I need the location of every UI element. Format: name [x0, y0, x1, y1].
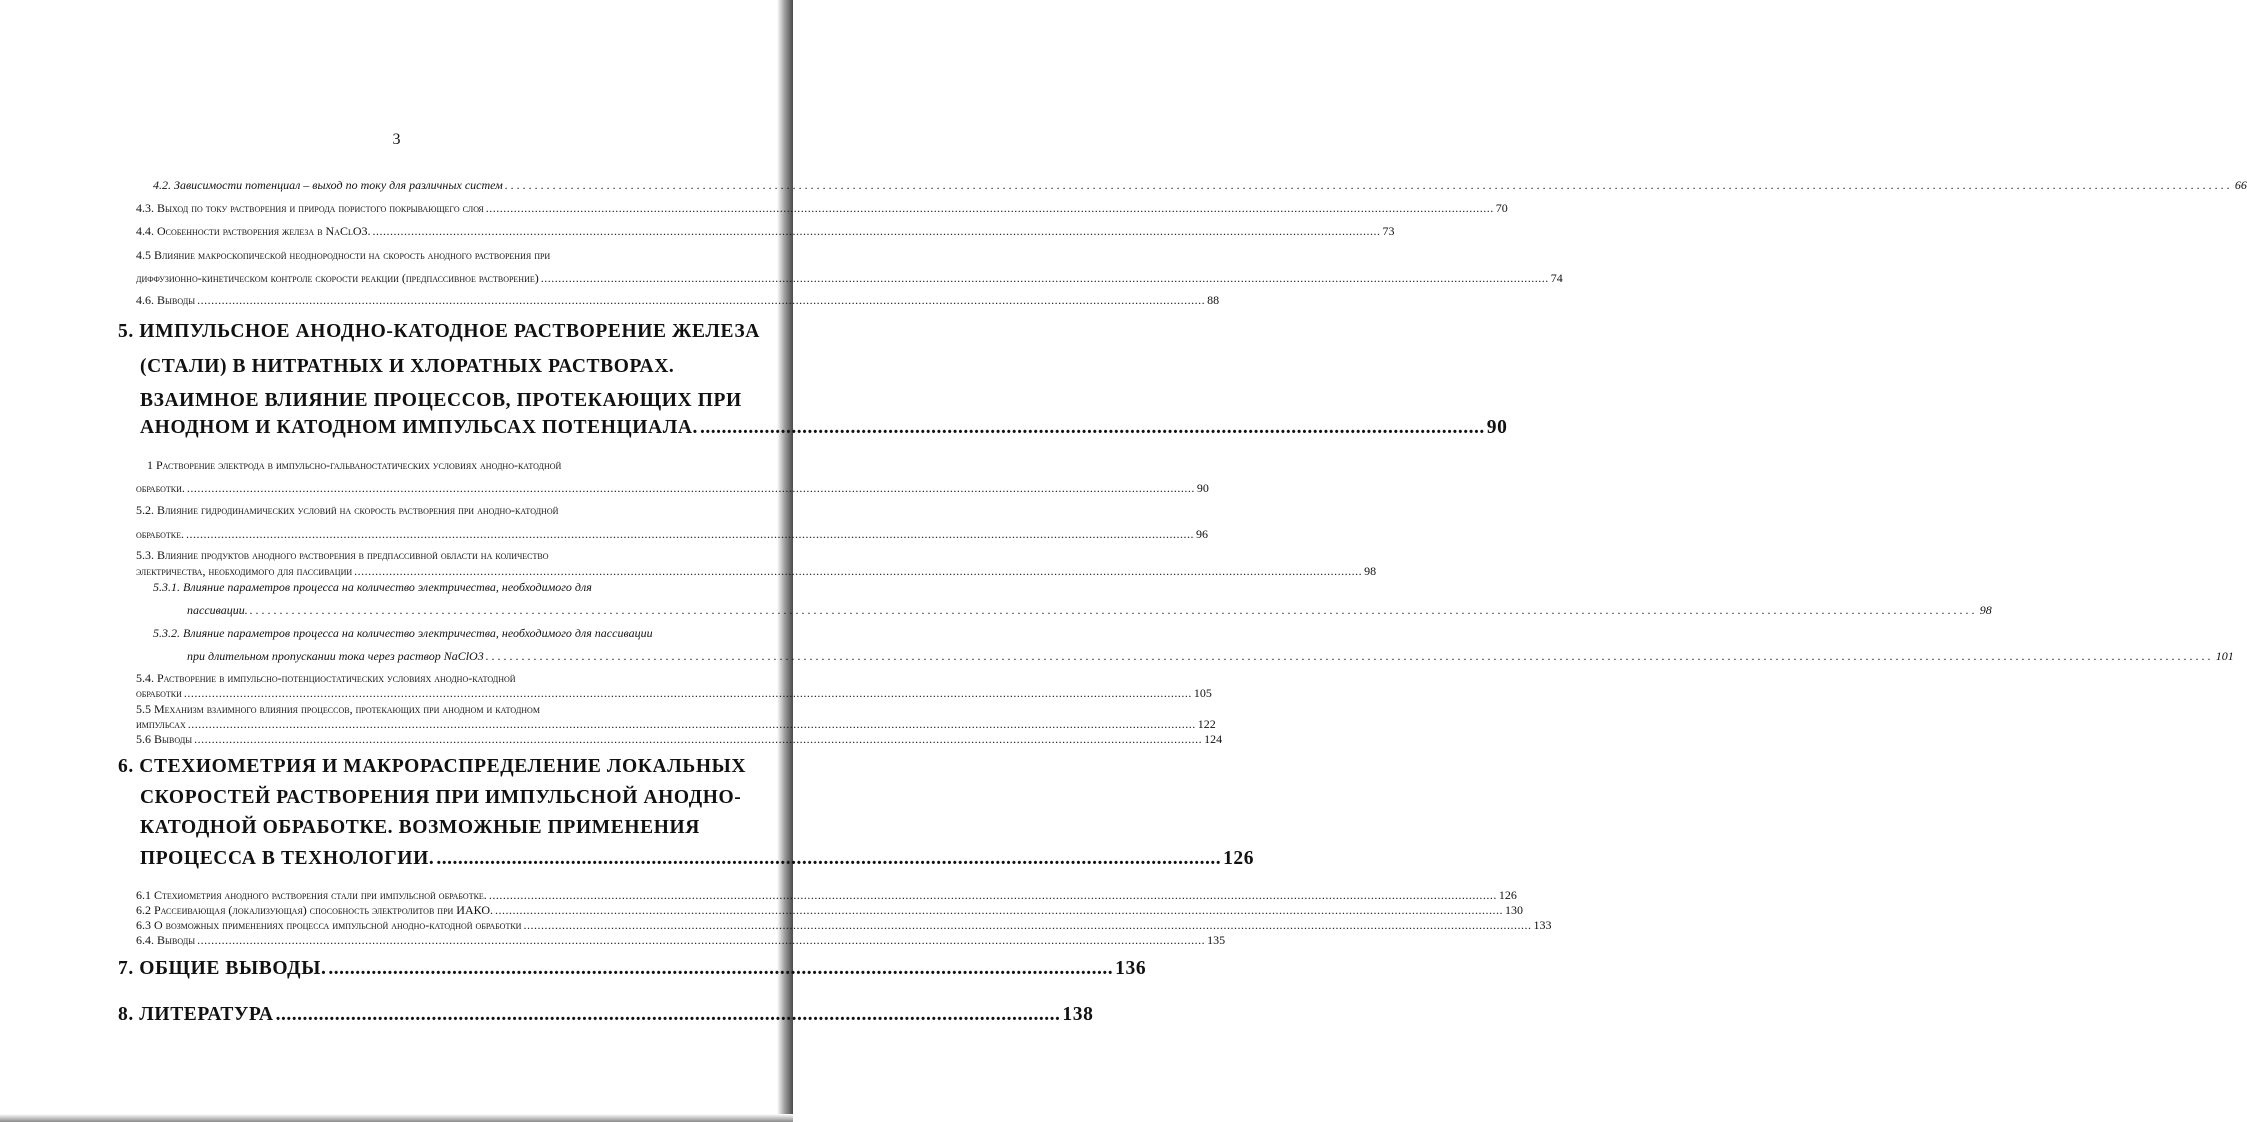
toc-entry-4-3	[136, 201, 1508, 216]
toc-entry-title: 4.2. Зависимости потенциал – выход по току для различных систем	[153, 178, 503, 192]
toc-leader-dots	[274, 1004, 1063, 1026]
toc-entry-5-3-line2	[136, 564, 1377, 579]
toc-leader-dots	[484, 201, 1496, 216]
toc-entry-4-2	[153, 178, 2247, 193]
toc-leader-dots	[484, 649, 2216, 664]
toc-entry-title: 5.3.1. Влияние параметров процесса на количество электричества, необходимого для	[153, 580, 592, 594]
toc-entry-page: 96	[1196, 527, 1208, 541]
toc-entry-6-3	[136, 918, 1552, 933]
toc-entry-6-2	[136, 903, 1524, 918]
toc-entry-page: 98	[1979, 603, 1992, 617]
toc-entry-page: 133	[1533, 918, 1552, 932]
toc-entry-page: 66	[2234, 178, 2247, 192]
toc-entry-5-6	[136, 732, 1223, 747]
toc-entry-title: 6.4. Выводы	[136, 933, 196, 947]
toc-entry-title: обработке.	[136, 527, 184, 541]
scan-right-edge	[777, 0, 793, 1122]
toc-entry-title: обработки.	[136, 481, 185, 495]
toc-entry-title: электричества, необходимого для пассивации	[136, 564, 353, 578]
toc-leader-dots	[195, 293, 1207, 308]
toc-entry-page: 126	[1223, 848, 1255, 869]
chapter-6-line3	[140, 817, 718, 839]
toc-entry-title: при длительном пропускании тока через раствор NaClO3	[187, 649, 484, 663]
toc-leader-dots	[195, 933, 1207, 948]
toc-leader-dots	[192, 732, 1204, 747]
toc-entry-page: 105	[1193, 686, 1212, 700]
toc-entry-title: 5.4. Растворение в импульсно-потенциостатических условиях анодно-катодной	[136, 671, 516, 685]
chapter-title: ВЗАИМНОЕ ВЛИЯНИЕ ПРОЦЕССОВ, ПРОТЕКАЮЩИХ ПРИ	[140, 390, 742, 411]
chapter-title: 6. СТЕХИОМЕТРИЯ И МАКРОРАСПРЕДЕЛЕНИЕ ЛОКАЛЬНЫХ	[118, 756, 747, 777]
toc-entry-title: 6.1 Стехиометрия анодного растворения стали при импульсной обработке.	[136, 888, 487, 902]
chapter-8	[118, 1004, 1094, 1026]
chapter-5-line1	[118, 321, 760, 343]
toc-entry-page: 88	[1207, 293, 1220, 307]
chapter-title: СКОРОСТЕЙ РАСТВОРЕНИЯ ПРИ ИМПУЛЬСНОЙ АНОДНО-	[140, 787, 742, 808]
toc-entry-5-2-line1	[136, 503, 708, 518]
toc-entry-6-1	[136, 888, 1517, 903]
chapter-6-line2	[140, 787, 742, 809]
chapter-title: КАТОДНОЙ ОБРАБОТКЕ. ВОЗМОЖНЫЕ ПРИМЕНЕНИЯ	[140, 817, 700, 838]
toc-leader-dots	[487, 888, 1499, 903]
toc-entry-5-4-line1	[136, 671, 708, 686]
toc-entry-4-5-line2	[136, 271, 1563, 286]
toc-entry-page: 74	[1550, 271, 1563, 285]
toc-entry-title: 4.6. Выводы	[136, 293, 196, 307]
toc-entry-6-4	[136, 933, 1226, 948]
toc-leader-dots	[186, 717, 1198, 732]
toc-entry-page: 90	[1486, 417, 1508, 438]
chapter-title: ПРОЦЕССА В ТЕХНОЛОГИИ.	[140, 848, 435, 869]
chapter-title: АНОДНОМ И КАТОДНОМ ИМПУЛЬСАХ ПОТЕНЦИАЛА.	[140, 417, 698, 438]
toc-entry-title: 6.3 О возможных применениях процесса импульсной анодно-катодной обработки	[136, 918, 522, 932]
chapter-6-line1	[118, 756, 747, 778]
toc-entry-title: 4.5 Влияние макроскопической неоднородности на скорость анодного растворения при	[136, 248, 551, 262]
toc-entry-5-1-line1	[147, 458, 707, 473]
chapter-title: 8. ЛИТЕРАТУРА	[118, 1004, 274, 1025]
toc-entry-page: 122	[1197, 717, 1216, 731]
toc-entry-page: 124	[1204, 732, 1223, 746]
toc-entry-5-4-line2	[136, 686, 1212, 701]
toc-leader-dots	[326, 958, 1115, 980]
toc-entry-5-1-line2	[136, 481, 1209, 496]
chapter-5-line3	[140, 390, 742, 412]
toc-entry-page: 90	[1196, 481, 1209, 495]
scan-bottom-edge	[0, 1114, 793, 1122]
toc-entry-page: 138	[1062, 1004, 1094, 1025]
toc-leader-dots	[182, 686, 1194, 701]
toc-entry-title: 5.3. Влияние продуктов анодного растворения в предпассивной области на количество	[136, 548, 549, 562]
chapter-7	[118, 958, 1147, 980]
toc-leader-dots	[493, 903, 1505, 918]
toc-leader-dots	[185, 481, 1197, 496]
chapter-title: 5. ИМПУЛЬСНОЕ АНОДНО-КАТОДНОЕ РАСТВОРЕНИЕ ЖЕЛЕЗА	[118, 321, 760, 342]
toc-entry-page: 101	[2215, 649, 2234, 663]
toc-entry-title: импульсах	[136, 717, 186, 731]
toc-entry-5-3-1-line1	[153, 580, 708, 595]
toc-entry-4-4	[136, 224, 1395, 239]
toc-entry-page: 98	[1364, 564, 1377, 578]
toc-leader-dots	[434, 848, 1223, 870]
chapter-5-line2	[140, 356, 718, 378]
toc-entry-title: диффузионно-кинетическом контроле скорости реакции (предпассивное растворение)	[136, 271, 539, 285]
toc-leader-dots	[184, 527, 1196, 542]
toc-entry-title: обработки	[136, 686, 182, 700]
toc-entry-4-5-line1	[136, 248, 708, 263]
toc-entry-page: 73	[1382, 224, 1395, 238]
toc-entry-title: 5.2. Влияние гидродинамических условий на скорость растворения при анодно-катодной	[136, 503, 559, 517]
toc-leader-dots	[521, 918, 1533, 933]
page-number: 3	[392, 131, 401, 148]
toc-entry-5-3-line1	[136, 548, 708, 563]
toc-entry-title: 4.3. Выход по току растворения и природа пористого покрывающего слоя	[136, 201, 484, 215]
chapter-title: (СТАЛИ) В НИТРАТНЫХ И ХЛОРАТНЫХ РАСТВОРАХ.	[140, 356, 675, 377]
toc-entry-title: 6.2 Рассеивающая (локализующая) способность электролитов при ИАКО.	[136, 903, 494, 917]
toc-entry-title: пассивации.	[187, 603, 248, 617]
toc-entry-title: 5.5 Механизм взаимного влияния процессов, протекающих при анодном и катодном	[136, 702, 540, 716]
toc-leader-dots	[503, 178, 2235, 193]
toc-entry-5-2-line2	[136, 527, 1208, 542]
toc-entry-title: 4.4. Особенности растворения железа в NaClO3.	[136, 224, 371, 238]
toc-leader-dots	[371, 224, 1383, 239]
toc-entry-page: 70	[1495, 201, 1508, 215]
toc-entry-title: 5.3.2. Влияние параметров процесса на количество электричества, необходимого для пассивации	[153, 626, 653, 640]
toc-entry-page: 126	[1498, 888, 1517, 902]
toc-entry-4-6	[136, 293, 1220, 308]
toc-leader-dots	[539, 271, 1551, 286]
toc-entry-page: 130	[1505, 903, 1524, 917]
toc-leader-dots	[352, 564, 1364, 579]
toc-entry-5-3-2-line1	[153, 626, 710, 641]
toc-entry-page: 136	[1115, 958, 1147, 979]
chapter-title: 7. ОБЩИЕ ВЫВОДЫ.	[118, 958, 327, 979]
toc-leader-dots	[698, 417, 1487, 439]
chapter-5-line4	[140, 417, 1508, 439]
toc-entry-5-5-line1	[136, 702, 708, 717]
chapter-6-line4	[140, 848, 1255, 870]
toc-entry-page: 135	[1207, 933, 1226, 947]
toc-entry-5-3-2-line2	[187, 649, 2234, 664]
toc-entry-5-3-1-line2	[187, 603, 1992, 618]
toc-entry-5-5-line2	[136, 717, 1216, 732]
toc-entry-title: 5.6 Выводы	[136, 732, 193, 746]
toc-entry-title: 1 Растворение электрода в импульсно-гальваностатических условиях анодно-катодной	[147, 458, 562, 472]
toc-leader-dots	[248, 603, 1980, 618]
